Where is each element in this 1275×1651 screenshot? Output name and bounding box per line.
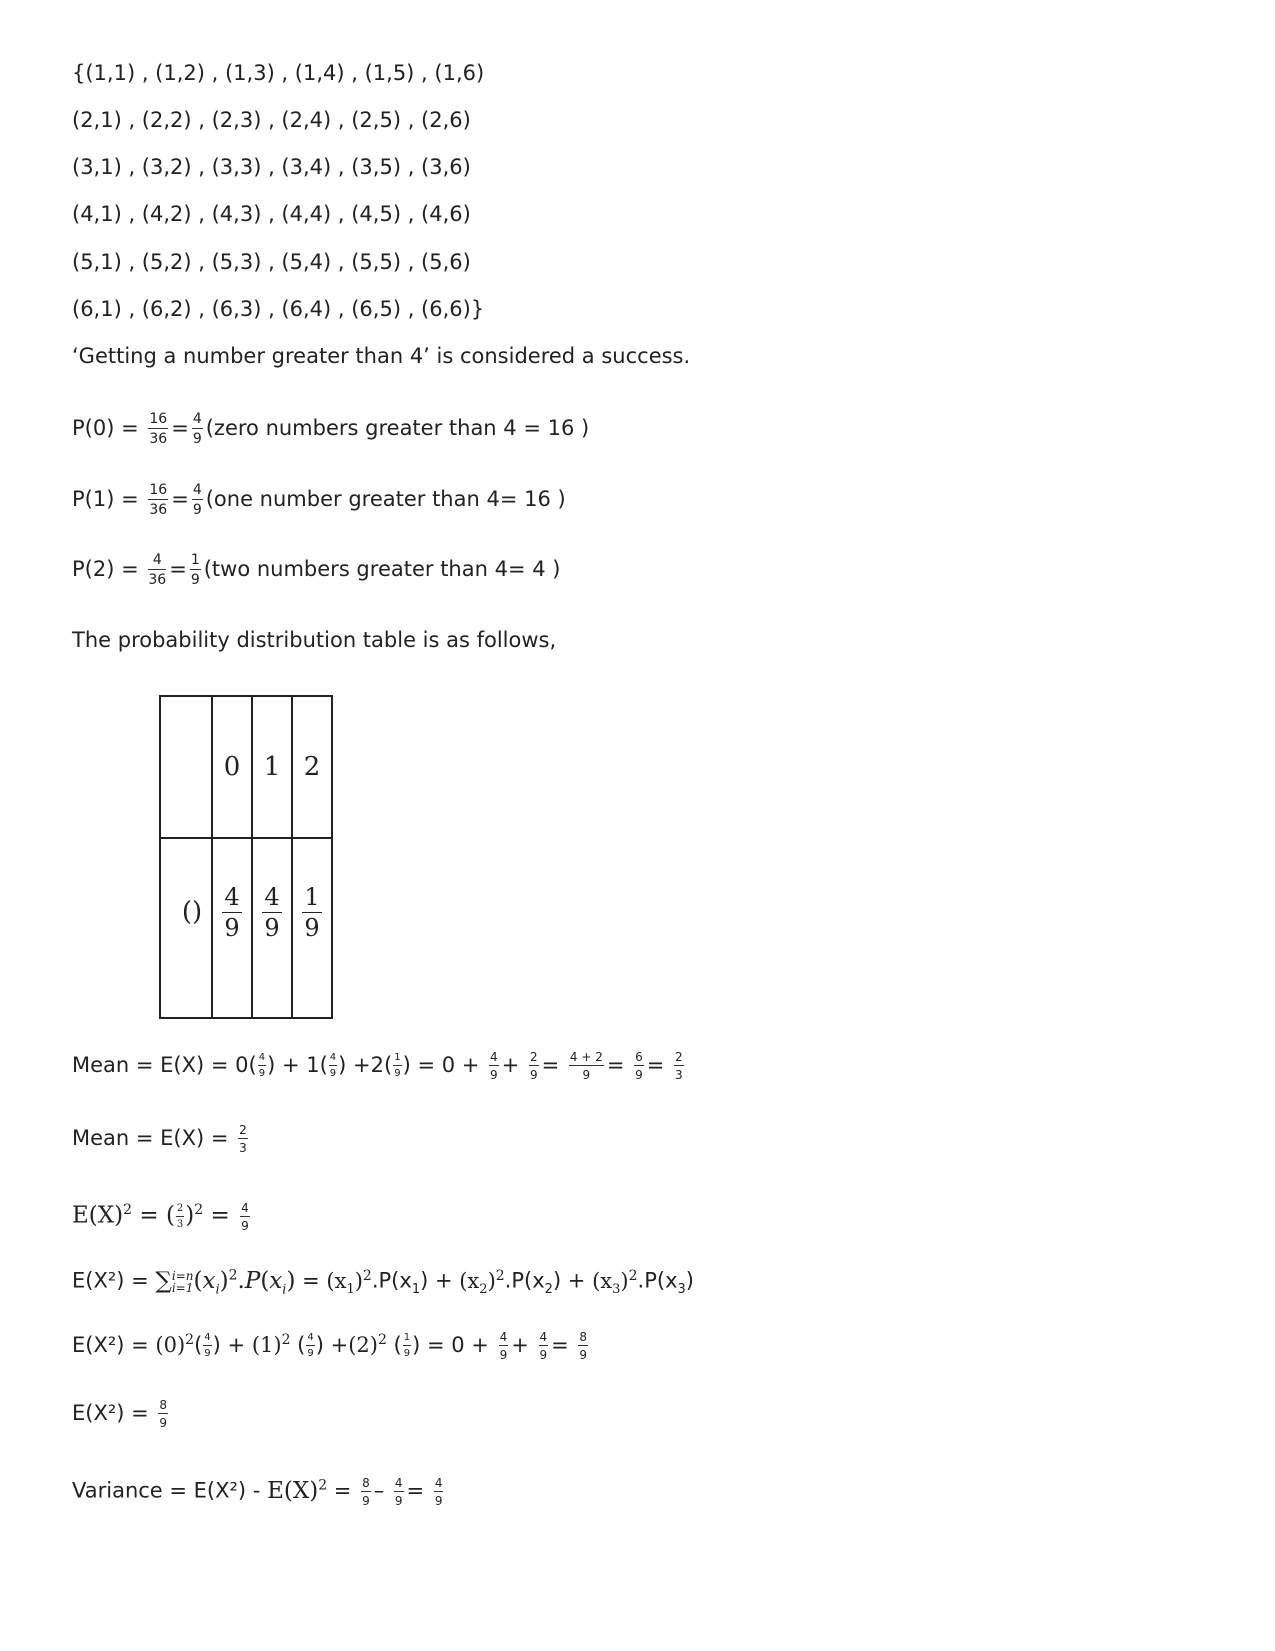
p2-fraction-2: $\frac{1}{9}$ [190, 552, 200, 588]
sample-space-line-5: (5,1) , (5,2) , (5,3) , (5,4) , (5,5) , (5,6) [72, 250, 471, 274]
p0-label: P(0) = [72, 416, 139, 440]
ex2-result-label: E(X²) = [72, 1401, 149, 1425]
sample-space-line-2: (2,1) , (2,2) , (2,3) , (2,4) , (2,5) , (2,6) [72, 108, 471, 132]
ex2-definition: E(X²) = ∑ i=n i=1 $(x_i)^2.P(x_i) = (x_1)^2.P(x_1) + (x_2)^2.P(x_2) + (x_3)^2.P(x_3)$ [72, 1267, 694, 1298]
table-prob-2: $\frac{1}{9}$ [292, 838, 332, 1018]
ex-squared-equation: $E(X)^2$ = ( $\frac{2}{3}$ )$^2$ = $\frac{4}{9}$ [72, 1200, 249, 1233]
p0-note: (zero numbers greater than 4 = 16 ) [205, 416, 590, 440]
ex2-computation: $E(X^2) = (0)^2$( $\frac{4}{9}$ ) + $(1)^2$ ( $\frac{4}{9}$ ) $+(2)^2$ ( $\frac{1}{9}$ ) = 0 + $\frac{4}{9}$ + $\frac{4}{9}$ = $\frac{8}{9}$ [72, 1330, 588, 1362]
p2-label: P(2) = [72, 557, 139, 581]
table-intro: The probability distribution table is as follows, [72, 628, 557, 652]
sample-space-line-1: {(1,1) , (1,2) , (1,3) , (1,4) , (1,5) , (1,6) [72, 61, 485, 85]
table-row-values [160, 696, 332, 838]
ex2-computation-label: E(X²) = [72, 1333, 149, 1357]
p1-fraction-1: $\frac{16}{36}$ [149, 482, 168, 518]
ex-squared-label: E(X) [72, 1202, 124, 1229]
ex2-label: E(X²) = [72, 1268, 149, 1293]
table-value-1: 1 [252, 696, 292, 838]
table-value-2: 2 [292, 696, 332, 838]
ex2-result: E(X²) = $\frac{8}{9}$ [72, 1398, 168, 1430]
probability-p2: P(2) = $\frac{4}{36}$ = $\frac{1}{9}$ (two numbers greater than 4= 4 ) [72, 552, 561, 588]
p1-note: (one number greater than 4= 16 ) [205, 487, 566, 511]
sample-space-line-6: (6,1) , (6,2) , (6,3) , (6,4) , (6,5) , (6,6)} [72, 297, 485, 321]
p1-fraction-2: $\frac{4}{9}$ [192, 482, 202, 518]
mean-equation: Mean = E(X) = 0( $\frac{4}{9}$ ) + 1( $\frac{4}{9}$ ) +2( $\frac{1}{9}$ ) = 0 + $\frac{4}{9}$ + $\frac{2}{9}$ = $\frac{4 + 2}{9}$ = $\frac{6}{9}$ = $\frac{2}{3}$ [72, 1050, 683, 1082]
table-value-0: 0 [212, 696, 252, 838]
sample-space-line-4: (4,1) , (4,2) , (4,3) , (4,4) , (4,5) , (4,6) [72, 202, 471, 226]
table-prob-0: $\frac{4}{9}$ [212, 838, 252, 1018]
p0-fraction-2: $\frac{4}{9}$ [192, 411, 202, 447]
success-definition: ‘Getting a number greater than 4’ is considered a success. [72, 344, 691, 368]
probability-p0: P(0) = $\frac{16}{36}$ = $\frac{4}{9}$ (zero numbers greater than 4 = 16 ) [72, 411, 590, 447]
probability-p1: P(1) = $\frac{16}{36}$ = $\frac{4}{9}$ (one number greater than 4= 16 ) [72, 482, 566, 518]
mean-result-label: Mean = E(X) = [72, 1126, 229, 1150]
p2-fraction-1: $\frac{4}{36}$ [148, 552, 167, 588]
p1-label: P(1) = [72, 487, 139, 511]
p2-note: (two numbers greater than 4= 4 ) [203, 557, 561, 581]
variance-equation: Variance = $E(X^2) - E(X)^2$ = $\frac{8}{9}$ – $\frac{4}{9}$ = $\frac{4}{9}$ [72, 1475, 443, 1508]
sample-space-line-3: (3,1) , (3,2) , (3,3) , (3,4) , (3,5) , (3,6) [72, 155, 471, 179]
table-row1-label [160, 696, 212, 838]
table-row2-label: () [160, 838, 212, 1018]
probability-distribution-table [159, 695, 333, 1019]
table-row-probabilities [160, 838, 332, 1018]
mean-label: Mean = E(X) = [72, 1053, 229, 1077]
mean-result: Mean = E(X) = $\frac{2}{3}$ [72, 1123, 247, 1155]
p0-fraction-1: $\frac{16}{36}$ [149, 411, 168, 447]
variance-label: Variance = E(X²) - [72, 1478, 261, 1503]
table-prob-1: $\frac{4}{9}$ [252, 838, 292, 1018]
